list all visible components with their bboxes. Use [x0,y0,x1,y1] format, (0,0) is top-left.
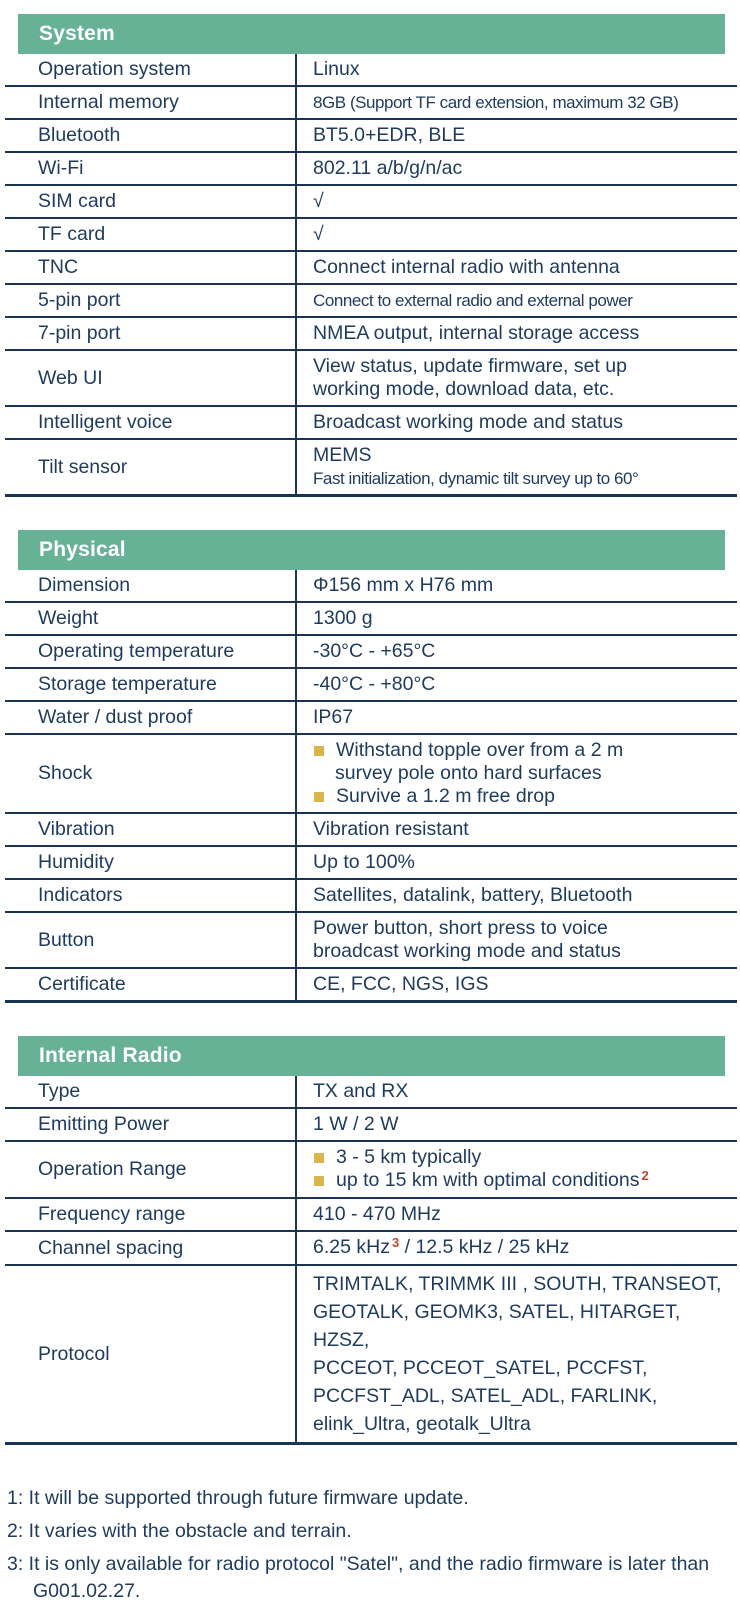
spec-value [295,669,737,700]
spec-value-text: Broadcast working mode and status [313,411,624,433]
spec-row-storage-temperature [5,669,737,702]
spec-label: Button [38,928,95,951]
spec-row-dimension [5,570,737,603]
spec-value [295,880,737,911]
spec-value-line [313,973,731,996]
spec-value [295,636,737,667]
spec-value-text: PCCEOT, PCCEOT_SATEL, PCCFST, [313,1357,648,1379]
spec-value-line [313,739,731,762]
spec-value-text: Up to 100% [313,851,415,873]
spec-value-line [313,58,731,81]
spec-label: Indicators [38,884,123,906]
spec-value-line [313,444,731,467]
section-title: Internal Radio [18,1036,725,1076]
spec-label: Operation Range [38,1158,187,1180]
spec-row-operating-temperature [5,636,737,669]
spec-value-text: Φ156 mm x H76 mm [313,574,494,596]
footnote-reference: 2 [641,1168,649,1183]
spec-value [295,735,737,812]
spec-value [295,54,737,85]
spec-row-shock [5,735,737,814]
spec-row-channel-spacing [5,1232,737,1266]
section-title: Physical [18,530,725,570]
spec-value-line [313,940,731,963]
spec-value [295,1142,737,1197]
spec-row-wi-fi [5,153,737,186]
spec-value-line [313,1354,731,1382]
spec-value-line [313,157,731,180]
section-internal-radio [5,1036,737,1445]
spec-label: TF card [38,223,106,245]
spec-value [295,120,737,151]
spec-label: Internal memory [38,91,179,113]
spec-label: 5-pin port [38,289,121,311]
spec-value [295,1232,737,1264]
spec-row-7-pin-port [5,318,737,351]
spec-value [295,913,737,967]
spec-row-operation-system [5,54,737,87]
spec-value [295,1076,737,1107]
spec-row-certificate [5,969,737,1003]
spec-value-text: broadcast working mode and status [313,940,621,962]
spec-row-tilt-sensor [5,440,737,497]
spec-row-weight [5,603,737,636]
spec-value-line [313,640,731,663]
spec-table [5,570,737,1003]
spec-value-line [313,355,731,378]
spec-label: Weight [38,607,99,629]
section-physical [5,530,737,1003]
spec-value [295,603,737,634]
spec-value-text: View status, update firmware, set up [313,355,627,377]
spec-value-line [313,1236,731,1260]
spec-value [295,847,737,878]
spec-value-line [313,378,731,401]
spec-value-text: working mode, download data, etc. [313,378,615,400]
spec-row-tnc [5,252,737,285]
spec-row-vibration [5,814,737,847]
spec-value-line [313,574,731,597]
spec-value-line [313,607,731,630]
spec-label: Bluetooth [38,124,121,146]
spec-row-operation-range [5,1142,737,1199]
spec-value-line [313,1146,731,1169]
spec-row-water-dust-proof [5,702,737,735]
spec-value-text: -30°C - +65°C [313,640,436,662]
spec-value [295,440,737,494]
spec-value-line [313,673,731,696]
spec-value [295,969,737,1000]
spec-value-text: NMEA output, internal storage access [313,322,640,344]
spec-value-line [313,1270,731,1298]
spec-value [295,252,737,283]
spec-row-tf-card [5,219,737,252]
spec-value-text: Linux [313,58,360,80]
section-title: System [18,14,725,54]
spec-row-web-ui [5,351,737,407]
spec-label: Storage temperature [38,673,217,695]
spec-table [5,1076,737,1445]
spec-value-text: Satellites, datalink, battery, Bluetooth [313,884,633,906]
spec-label: Vibration [38,818,115,840]
bullet-square-icon [314,1153,324,1163]
spec-value-text: 8GB (Support TF card extension, maximum 32 GB) [313,93,679,112]
spec-value-text: 3 - 5 km typically [336,1146,482,1168]
spec-value-line [313,1382,731,1410]
spec-label: Emitting Power [38,1113,170,1135]
spec-value-line [313,467,731,490]
spec-value-line [313,884,731,907]
spec-label: Humidity [38,851,114,873]
spec-row-type [5,1076,737,1109]
spec-value-line [313,256,731,279]
spec-value-text: survey pole onto hard surfaces [335,762,602,784]
spec-value [295,186,737,217]
spec-label: Protocol [38,1342,110,1365]
spec-value-text: Vibration resistant [313,818,469,840]
spec-value-text: Connect internal radio with antenna [313,256,620,278]
spec-value-line [313,223,731,246]
spec-value-text: GEOTALK, GEOMK3, SATEL, HITARGET, HZSZ, [313,1301,681,1351]
spec-value-text: 1 W / 2 W [313,1113,399,1135]
spec-value-text: Power button, short press to voice [313,917,608,939]
spec-row-internal-memory [5,87,737,120]
spec-value [295,1109,737,1140]
spec-label: Web UI [38,366,103,389]
spec-value-line [313,851,731,874]
spec-label: Dimension [38,574,131,596]
spec-value-text: -40°C - +80°C [313,673,436,695]
spec-value [295,570,737,601]
spec-value-line [313,1410,731,1438]
spec-value-text: 410 - 470 MHz [313,1203,441,1225]
spec-value [295,814,737,845]
spec-value-line [313,1169,731,1193]
spec-row-protocol [5,1266,737,1445]
spec-value-text: 802.11 a/b/g/n/ac [313,157,463,179]
spec-row-humidity [5,847,737,880]
spec-value-text: up to 15 km with optimal conditions $^2$ [336,1168,649,1191]
spec-value-text: TRIMTALK, TRIMMK III , SOUTH, TRANSEOT, [313,1273,722,1295]
spec-row-frequency-range [5,1199,737,1232]
spec-value [295,1199,737,1230]
spec-value-text: elink_Ultra, geotalk_Ultra [313,1413,531,1435]
spec-value-text: √ [313,223,324,245]
spec-row-button [5,913,737,969]
bullet-square-icon [314,792,324,802]
spec-value-text: PCCFST_ADL, SATEL_ADL, FARLINK, [313,1385,658,1407]
spec-value-line [313,785,731,808]
spec-value-line [313,289,731,312]
spec-value-line [313,1203,731,1226]
spec-value-text: Withstand topple over from a 2 m [336,739,624,761]
spec-value-text: Survive a 1.2 m free drop [336,785,555,807]
spec-value-text: IP67 [313,706,354,728]
spec-label: Wi-Fi [38,157,84,179]
spec-value [295,153,737,184]
spec-row-bluetooth [5,120,737,153]
spec-label: TNC [38,256,79,278]
spec-sheet [5,14,737,1445]
spec-label: 7-pin port [38,322,121,344]
spec-value-line [313,322,731,345]
spec-value-line [313,1113,731,1136]
footnote-reference: 3 [391,1235,400,1250]
spec-value-text: Connect to external radio and external power [313,291,633,310]
spec-value [295,318,737,349]
spec-value-text: MEMS [313,444,372,466]
spec-value-line [313,706,731,729]
spec-label: SIM card [38,190,117,212]
footnote-3: 3: It is only available for radio protocol "Satel", and the radio firmware is later than G001.02.27. [7,1553,710,1602]
spec-value [295,702,737,733]
spec-value [295,407,737,438]
spec-row-intelligent-voice [5,407,737,440]
bullet-square-icon [314,746,324,756]
spec-label: Operation system [38,58,191,80]
spec-row-sim-card [5,186,737,219]
spec-value-line [313,190,731,213]
spec-value-line [313,917,731,940]
spec-value-text: TX and RX [313,1080,409,1102]
spec-value-line [313,818,731,841]
spec-label: Tilt sensor [38,455,128,478]
spec-value-line [313,411,731,434]
spec-value-line [313,1080,731,1103]
spec-label: Shock [38,762,93,784]
spec-label: Water / dust proof [38,706,193,728]
spec-value [295,219,737,250]
spec-label: Operating temperature [38,640,235,662]
spec-value-text: 6.25 kHz $^3$ / 12.5 kHz / 25 kHz [313,1235,570,1258]
spec-value [295,351,737,405]
spec-value-line [313,124,731,147]
spec-label: Channel spacing [38,1236,184,1259]
footnotes [5,1478,737,1605]
spec-value-line [313,762,731,785]
spec-row-emitting-power [5,1109,737,1142]
spec-value [295,87,737,118]
spec-value-text: 1300 g [313,607,373,629]
spec-value-text: Fast initialization, dynamic tilt survey up to 60° [313,469,639,488]
spec-value [295,285,737,316]
spec-table [5,54,737,497]
spec-label: Certificate [38,973,126,995]
spec-row-5-pin-port [5,285,737,318]
footnote-1: 1: It will be supported through future firmware update. [7,1487,469,1509]
spec-label: Intelligent voice [38,411,173,433]
spec-label: Frequency range [38,1203,186,1225]
spec-value-line [313,91,731,114]
section-system [5,14,737,497]
spec-value-text: √ [313,190,324,212]
spec-value-line [313,1298,731,1354]
spec-row-indicators [5,880,737,913]
bullet-square-icon [314,1176,324,1186]
spec-value-text: CE, FCC, NGS, IGS [313,973,489,995]
spec-value-text: BT5.0+EDR, BLE [313,124,466,146]
spec-value [295,1266,737,1442]
footnote-2: 2: It varies with the obstacle and terrain. [7,1520,352,1542]
spec-label: Type [38,1080,81,1102]
